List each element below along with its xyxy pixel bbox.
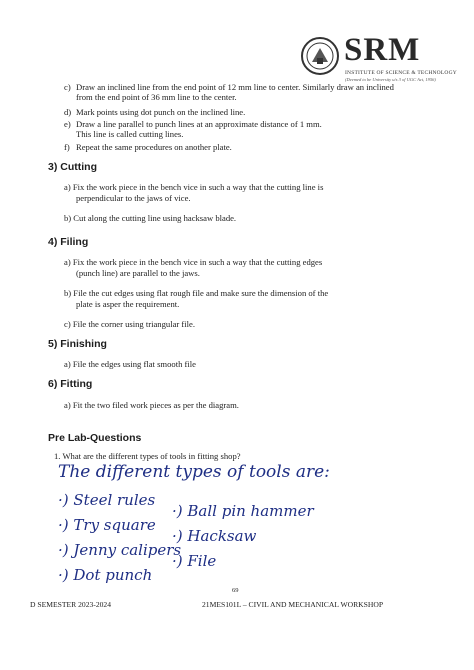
logo-wordmark: SRM — [344, 32, 421, 68]
footer-semester: D SEMESTER 2023-2024 — [30, 600, 112, 609]
item-text: b) File the cut edges using flat rough file and make sure the dimension of the — [64, 288, 329, 298]
step-text: Draw a line parallel to punch lines at an approximate distance of 1 mm. — [76, 119, 322, 129]
section-title: 5) Finishing — [48, 338, 107, 350]
section-title: 6) Fitting — [48, 378, 93, 390]
step-label: e) — [64, 119, 71, 129]
handwritten-tool: ·) Hacksaw — [172, 527, 257, 545]
footer-course: 21MES101L – CIVIL AND MECHANICAL WORKSHOP — [202, 600, 384, 609]
step-label: d) — [64, 107, 72, 117]
step-text: from the end point of 36 mm line to the center. — [76, 92, 237, 102]
handwritten-tool: ·) Try square — [58, 516, 156, 534]
handwritten-tool: ·) File — [172, 552, 217, 570]
step-text: Repeat the same procedures on another plate. — [76, 142, 232, 152]
item-text: c) File the corner using triangular file. — [64, 319, 196, 329]
page-number: 69 — [232, 587, 239, 594]
item-text: perpendicular to the jaws of vice. — [76, 193, 191, 203]
step-label: c) — [64, 82, 71, 92]
section-title: 3) Cutting — [48, 161, 97, 173]
step-text: Mark points using dot punch on the inclined line. — [76, 107, 246, 117]
step-text: Draw an inclined line from the end point of 12 mm line to center. Similarly draw an inclined — [76, 82, 394, 92]
item-text: plate is asper the requirement. — [76, 299, 180, 309]
item-text: a) Fix the work piece in the bench vice in such a way that the cutting line is — [64, 182, 324, 192]
step-text: This line is called cutting lines. — [76, 129, 184, 139]
prelab-question: 1. What are the different types of tools in fitting shop? — [54, 451, 241, 461]
logo-deemed-note: (Deemed to be University u/s 3 of UGC Act, 1956) — [345, 77, 436, 82]
university-seal-icon — [300, 36, 340, 76]
item-text: (punch line) are parallel to the jaws. — [76, 268, 200, 278]
handwritten-tool: ·) Ball pin hammer — [172, 502, 314, 520]
item-text: a) Fit the two filed work pieces as per the diagram. — [64, 400, 239, 410]
section-title: 4) Filing — [48, 236, 89, 248]
item-text: a) File the edges using flat smooth file — [64, 359, 196, 369]
item-text: a) Fix the work piece in the bench vice in such a way that the cutting edges — [64, 257, 323, 267]
logo-institute-name: INSTITUTE OF SCIENCE & TECHNOLOGY — [345, 70, 457, 76]
handwritten-tool: ·) Jenny calipers — [58, 541, 182, 559]
prelab-title: Pre Lab-Questions — [48, 432, 142, 444]
handwritten-intro: The different types of tools are: — [58, 462, 330, 482]
step-label: f) — [64, 142, 70, 152]
item-text: b) Cut along the cutting line using hacksaw blade. — [64, 213, 237, 223]
handwritten-tool: ·) Dot punch — [58, 566, 153, 584]
handwritten-tool: ·) Steel rules — [58, 491, 156, 509]
srm-logo — [300, 30, 460, 90]
